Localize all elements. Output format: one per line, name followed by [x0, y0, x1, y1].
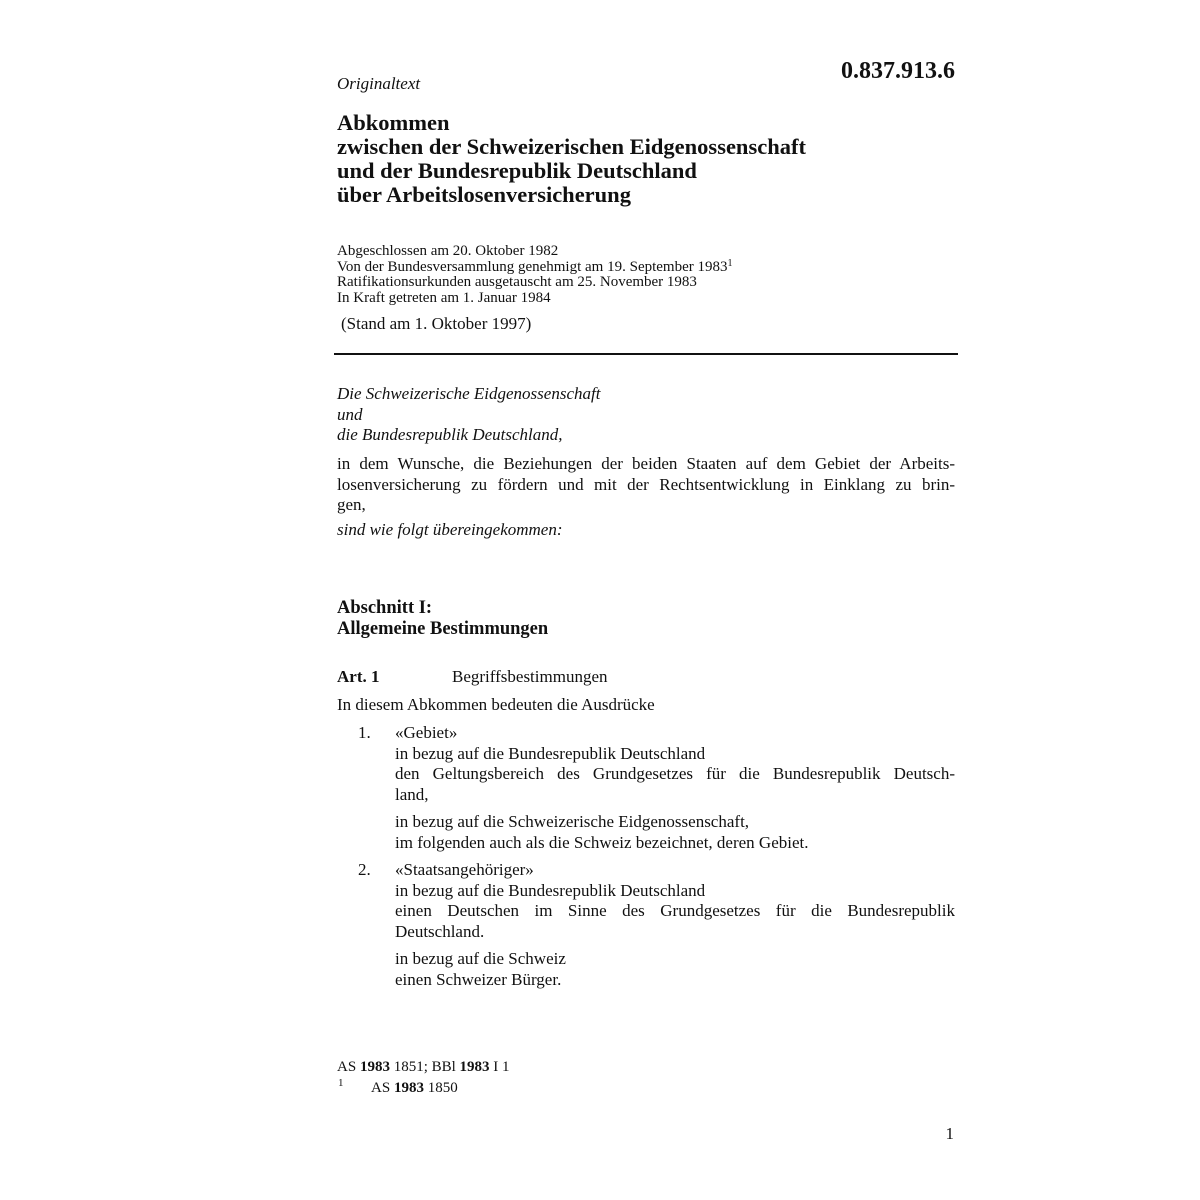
- party-line: die Bundesrepublik Deutschland,: [337, 425, 563, 444]
- preamble-line: gen,: [337, 495, 366, 514]
- preamble-text: [337, 454, 955, 516]
- list-item: [395, 860, 955, 990]
- preamble-parties: [337, 384, 600, 446]
- item-reference: in bezug auf die Bundesrepublik Deutschland: [395, 880, 706, 900]
- page-number: 1: [945, 1124, 954, 1143]
- item-definition: einen Schweizer Bürger.: [395, 969, 562, 989]
- item-reference: in bezug auf die Schweizerische Eidgenossenschaft,: [395, 812, 750, 831]
- article-title: Begriffsbestimmungen: [452, 667, 608, 686]
- list-item: [395, 723, 955, 853]
- source-reference: [337, 1057, 510, 1078]
- stand-date: (Stand am 1. Oktober 1997): [341, 314, 532, 333]
- section-number: Abschnitt I:: [337, 598, 433, 618]
- preamble-closing: sind wie folgt übereingekommen:: [337, 520, 563, 539]
- item-reference: in bezug auf die Schweiz: [395, 949, 566, 968]
- document-title: [337, 111, 806, 207]
- footnote-ref[interactable]: 1: [727, 257, 733, 269]
- title-line: und der Bundesrepublik Deutschland: [337, 158, 697, 183]
- header-divider: [334, 353, 958, 355]
- section-heading: [337, 598, 548, 640]
- article-intro: In diesem Abkommen bedeuten die Ausdrücke: [337, 695, 655, 714]
- treaty-metadata: [337, 244, 733, 306]
- item-number: 1.: [358, 723, 371, 742]
- footnote-1: [371, 1078, 458, 1099]
- ratification-date: Ratifikationsurkunden ausgetauscht am 25. November 1983: [337, 274, 697, 290]
- item-number: 2.: [358, 860, 371, 879]
- fn-as-year: 1983: [393, 1080, 424, 1096]
- title-line: zwischen der Schweizerischen Eidgenossenschaft: [337, 134, 806, 159]
- party-line: Die Schweizerische Eidgenossenschaft: [337, 384, 601, 403]
- footnote-mark: 1: [338, 1077, 344, 1089]
- title-line: über Arbeitslosenversicherung: [337, 182, 631, 207]
- in-force-date: In Kraft getreten am 1. Januar 1984: [337, 289, 551, 306]
- originaltext-label: Originaltext: [337, 74, 421, 93]
- item-term: «Staatsangehöriger»: [395, 860, 534, 879]
- as-year: 1983: [359, 1059, 390, 1075]
- concluded-date: Abgeschlossen am 20. Oktober 1982: [337, 243, 559, 259]
- bbl-page: I 1: [489, 1059, 510, 1075]
- title-line: Abkommen: [337, 110, 450, 135]
- preamble-line: in dem Wunsche, die Beziehungen der beiden Staaten auf dem Gebiet der Arbeits-: [337, 454, 955, 473]
- approval-text: Von der Bundesversammlung genehmigt am 19. September 1983: [337, 258, 728, 275]
- bbl-year: 1983: [459, 1059, 490, 1075]
- preamble-line: losenversicherung zu fördern und mit der Rechtsentwicklung in Einklang zu brin-: [337, 474, 955, 494]
- approval-date: [337, 257, 733, 276]
- as-page: 1851; BBl: [389, 1059, 460, 1075]
- item-definition: Deutschland.: [395, 921, 485, 941]
- item-term: «Gebiet»: [395, 723, 458, 742]
- item-definition: einen Deutschen im Sinne des Grundgesetzes für die Bundesrepublik: [395, 901, 955, 920]
- item-definition: im folgenden auch als die Schweiz bezeichnet, deren Gebiet.: [395, 832, 809, 852]
- sr-number: 0.837.913.6: [841, 58, 955, 84]
- fn-as-page: 1850: [423, 1080, 458, 1096]
- as-label: AS: [337, 1059, 360, 1075]
- item-reference: in bezug auf die Bundesrepublik Deutschland: [395, 743, 706, 763]
- fn-as-label: AS: [371, 1080, 394, 1096]
- article-number: Art. 1: [337, 667, 380, 686]
- section-title: Allgemeine Bestimmungen: [337, 619, 549, 639]
- item-definition: land,: [395, 784, 429, 804]
- item-definition: den Geltungsbereich des Grundgesetzes für die Bundesrepublik Deutsch-: [395, 764, 955, 783]
- party-line: und: [337, 404, 363, 424]
